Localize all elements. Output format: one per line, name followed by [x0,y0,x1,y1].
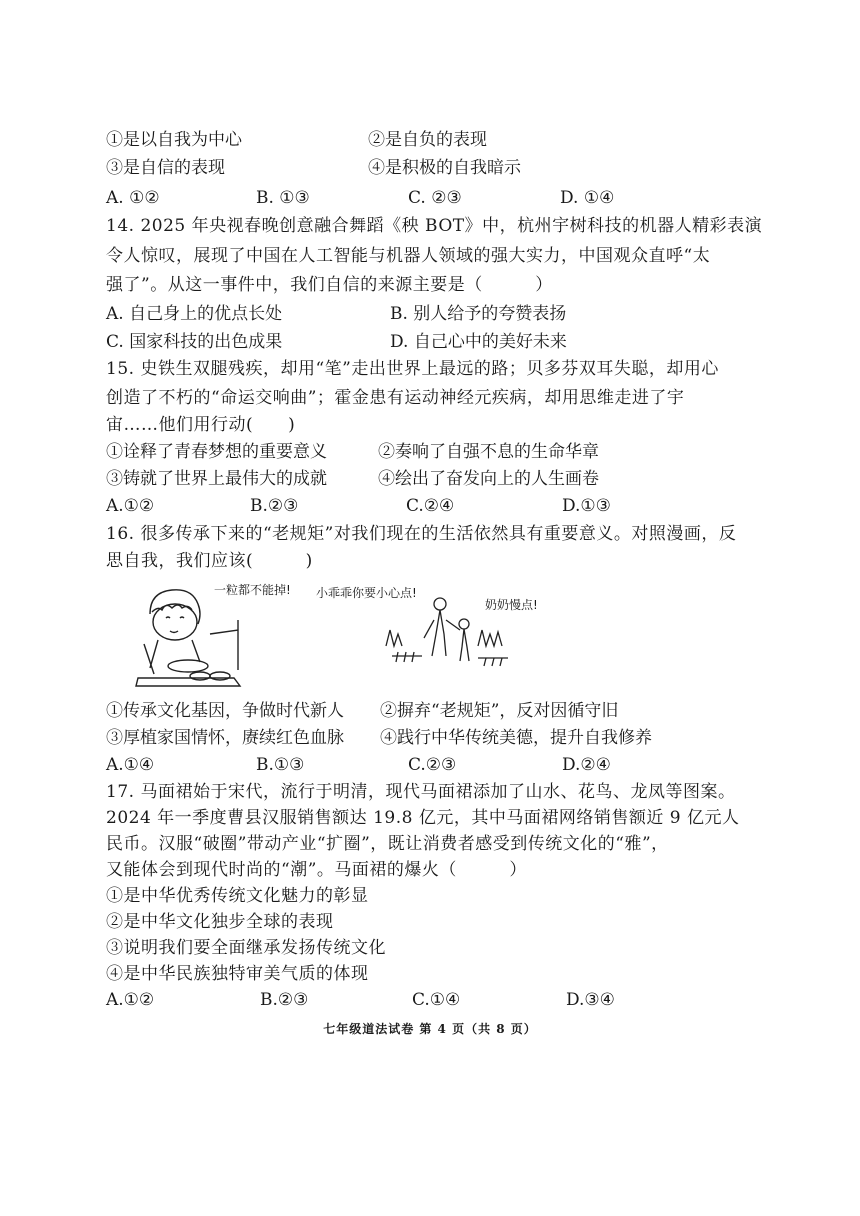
q13-option-4: ④是积极的自我暗示 [368,158,521,178]
q17-option-1: ①是中华优秀传统文化魅力的彰显 [106,886,369,906]
q15-answer-a: A.①② [106,496,155,516]
q14-stem-line-3: 强了”。从这一事件中，我们自信的来源主要是（ ） [106,275,553,295]
q16-option-2: ②摒弃“老规矩”，反对因循守旧 [380,701,619,721]
q15-stem-line-2: 创造了不朽的“命运交响曲”；霍金患有运动神经元疾病，却用思维走进了宇 [106,388,685,408]
q16-option-3: ③厚植家国情怀，赓续红色血脉 [106,728,344,748]
q13-answer-b: B. ①③ [256,188,310,208]
q13-answer-c: C. ②③ [408,188,462,208]
q14-answer-a: A. 自己身上的优点长处 [106,304,283,324]
q17-stem-line-2: 2024 年一季度曹县汉服销售额达 19.8 亿元，其中马面裙网络销售额近 9 亿元人 [106,808,740,828]
q13-option-1: ①是以自我为中心 [106,130,242,150]
q16-option-1: ①传承文化基因，争做时代新人 [106,701,344,721]
q16-stem-line-2: 思自我，我们应该( ) [106,551,313,571]
q17-option-3: ③说明我们要全面继承发扬传统文化 [106,938,386,958]
q16-answer-b: B.①③ [256,755,305,775]
cartoon-left-caption: 一粒都不能掉! [214,583,291,597]
q16-answer-d: D.②④ [562,755,611,775]
q17-stem-line-4: 又能体会到现代时尚的“潮”。马面裙的爆火（ ） [106,860,527,880]
q15-stem-line-1: 15. 史铁生双腿残疾，却用“笔”走出世界上最远的路；贝多芬双耳失聪，却用心 [106,359,719,379]
q14-answer-b: B. 别人给予的夸赞表扬 [390,304,567,324]
q13-option-2: ②是自负的表现 [368,130,487,150]
q14-answer-d: D. 自己心中的美好未来 [390,332,567,352]
q15-option-2: ②奏响了自强不息的生命华章 [378,442,599,462]
q15-answer-d: D.①③ [562,496,611,516]
q15-option-4: ④绘出了奋发向上的人生画卷 [378,469,599,489]
q17-answer-d: D.③④ [566,990,615,1010]
q13-answer-d: D. ①④ [560,188,615,208]
q14-stem-line-2: 令人惊叹，展现了中国在人工智能与机器人领域的强大实力，中国观众直呼“太 [106,246,711,266]
q16-answer-c: C.②③ [408,755,457,775]
q17-stem-line-1: 17. 马面裙始于宋代，流行于明清，现代马面裙添加了山水、花鸟、龙凤等图案。 [106,782,736,802]
q17-answer-a: A.①② [106,990,155,1010]
q15-answer-b: B.②③ [250,496,299,516]
q15-answer-c: C.②④ [406,496,455,516]
q14-answer-c: C. 国家科技的出色成果 [106,332,283,352]
q15-option-1: ①诠释了青春梦想的重要意义 [106,442,327,462]
q16-option-4: ④践行中华传统美德，提升自我修养 [380,728,652,748]
cartoon-right-caption-grandma: 小乖乖你要小心点! [316,586,417,600]
q17-answer-c: C.①④ [412,990,461,1010]
q17-answer-b: B.②③ [260,990,309,1010]
page-footer: 七年级道法试卷 第 4 页（共 8 页） [323,1022,537,1036]
q16-answer-a: A.①④ [106,755,155,775]
q17-stem-line-3: 民币。汉服“破圈”带动产业“扩圈”，既让消费者感受到传统文化的“雅”， [106,834,669,854]
q15-stem-line-3: 宙……他们用行动( ) [106,415,296,435]
q17-option-4: ④是中华民族独特审美气质的体现 [106,964,369,984]
q17-option-2: ②是中华文化独步全球的表现 [106,912,334,932]
q15-option-3: ③铸就了世界上最伟大的成就 [106,469,327,489]
q13-answer-a: A. ①② [106,188,160,208]
q14-stem-line-1: 14. 2025 年央视春晚创意融合舞蹈《秧 BOT》中，杭州宇树科技的机器人精彩表演 [106,216,763,236]
q16-stem-line-1: 16. 很多传承下来的“老规矩”对我们现在的生活依然具有重要意义。对照漫画，反 [106,524,737,544]
cartoon-right-caption-child: 奶奶慢点! [485,598,538,612]
q13-option-3: ③是自信的表现 [106,158,225,178]
